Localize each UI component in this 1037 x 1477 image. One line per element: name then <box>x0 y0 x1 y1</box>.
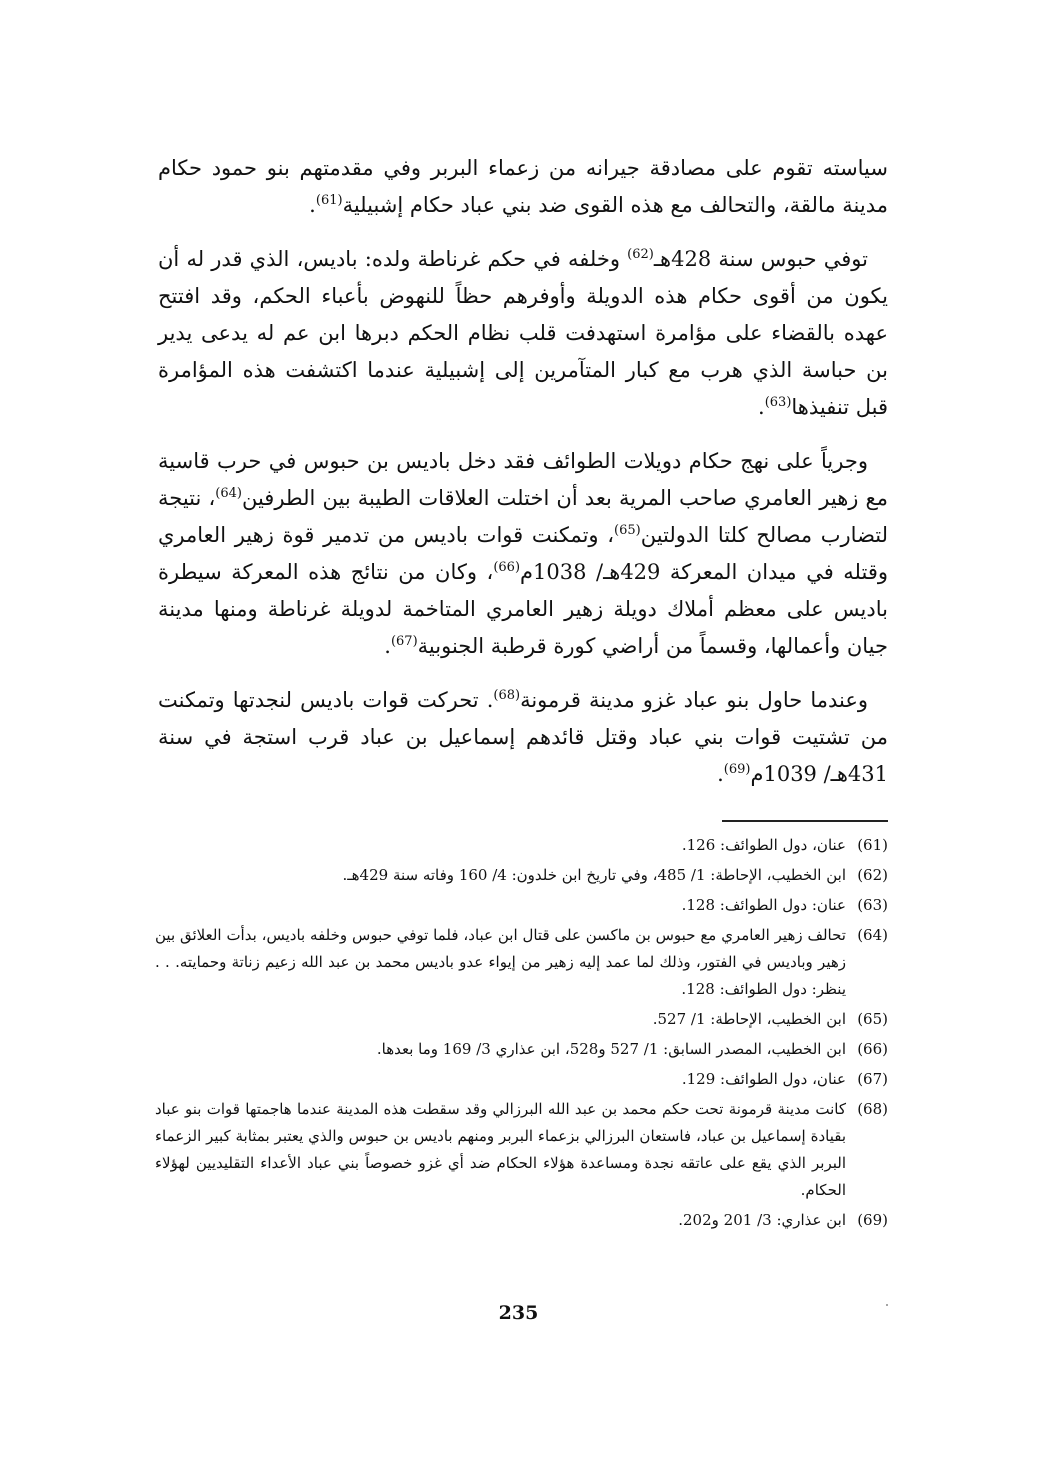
footnote-text: عنان، دول الطوائف: 126. <box>681 836 846 854</box>
footnote-number: (66) <box>857 1040 888 1058</box>
page-number: 235 <box>498 1302 539 1324</box>
footnote-number: (67) <box>857 1070 888 1088</box>
footnote-number: (64) <box>857 926 888 944</box>
paragraph-text: . <box>309 193 316 217</box>
footnote-ref: (69) <box>723 762 751 777</box>
scan-speck <box>886 1304 888 1306</box>
footnote-number: (65) <box>857 1010 888 1028</box>
footnote-item <box>155 862 888 889</box>
footnote-ref: (66) <box>493 560 521 575</box>
paragraph-text: . <box>384 634 391 658</box>
paragraph-text: ، وكان من نتائج هذه المعركة سيطرة باديس على معظم أملاك دويلة زهير العامري المتاخمة لدويلة غرناطة ومنها مدينة جيان وأعمالها، وقسماً من أراضي كورة قرطبة الجنوبية <box>158 560 888 658</box>
paragraph-text: . <box>717 762 724 786</box>
footnote-item <box>155 1096 888 1204</box>
paragraph-text: توفي حبوس سنة 428هـ <box>653 247 868 271</box>
footnote-item <box>155 1006 888 1033</box>
paragraph-text: . <box>758 395 765 419</box>
footnote-number: (63) <box>857 896 888 914</box>
footnote-text: عنان: دول الطوائف: 128. <box>681 896 846 914</box>
footnotes <box>155 832 888 1237</box>
footnote-item <box>155 922 888 1003</box>
paragraph-text: وخلفه في حكم غرناطة ولده: باديس، الذي قدر له أن يكون من أقوى حكام هذه الدويلة وأوفرهم حظاً للنهوض بأعباء الحكم، وقد افتتح عهده بالقضاء على مؤامرة استهدفت قلب نظام الحكم دبرها ابن عم له يدعى يدير بن حباسة الذي هرب مع كبار المتآمرين إلى إشبيلية عندما اكتشفت هذه المؤامرة قبل تنفيذها <box>158 247 888 419</box>
footnote-ref: (64) <box>215 486 242 501</box>
footnote-number: (68) <box>857 1100 888 1118</box>
body-paragraph <box>158 443 888 665</box>
paragraph-text: ، وتمكنت قوات باديس من تدمير قوة زهير العامري وقتله في ميدان المعركة 429هـ/ 1038م <box>158 523 888 584</box>
footnote-text: ابن الخطيب، الإحاطة: 1/ 527. <box>652 1010 846 1028</box>
footnote-text: عنان، دول الطوائف: 129. <box>681 1070 846 1088</box>
footnote-number: (61) <box>857 836 888 854</box>
footnote-text: كانت مدينة قرمونة تحت حكم محمد بن عبد الله البرزالي وقد سقطت هذه المدينة عندما هاجمتها قوات بنو عباد بقيادة إسماعيل بن عباد، فاستعان البرزالي بزعماء البربر ومنهم باديس بن حبوس والذي يعتبر بمثابة كبير الزعماء البربر الذي يقع على عاتقه نجدة ومساعدة هؤلاء الحكام ضد أي غزو خصوصاً بني عباد الأعداء التقليديين لهؤلاء الحكام. <box>155 1100 846 1199</box>
footnote-text: ابن الخطيب، الإحاطة: 1/ 485، وفي تاريخ ابن خلدون: 4/ 160 وفاته سنة 429هـ. <box>342 866 846 884</box>
footnote-number: (69) <box>857 1211 888 1229</box>
footnote-item <box>155 892 888 919</box>
footnote-ref: (67) <box>390 634 418 649</box>
paragraph-text: ، نتيجة لتضارب مصالح كلتا الدولتين <box>158 486 889 547</box>
footnote-number: (62) <box>857 866 888 884</box>
paragraph-text: . تحركت قوات باديس لنجدتها وتمكنت من تشتيت قوات بني عباد وقتل قائدهم إسماعيل بن عباد قرب استجة في سنة 431هـ/ 1039م <box>158 688 888 786</box>
footnote-item <box>155 832 888 859</box>
footnote-text: تحالف زهير العامري مع حبوس بن ماكسن على قتال ابن عباد، فلما توفي حبوس وخلفه باديس، بدأت العلائق بين زهير وباديس في الفتور، وذلك لما عمد إليه زهير من إيواء عدو باديس محمد بن عبد الله زعيم زناتة وحمايته. . . ينظر: دول الطوائف: 128. <box>155 926 846 998</box>
body-paragraph <box>158 150 888 224</box>
footnote-ref: (65) <box>614 523 641 538</box>
body-paragraph <box>158 682 888 793</box>
footnote-separator <box>722 820 888 822</box>
footnote-item <box>155 1036 888 1063</box>
main-text <box>158 150 888 810</box>
paragraph-text: وجرياً على نهج حكام دويلات الطوائف فقد دخل باديس بن حبوس في حرب قاسية مع زهير العامري صاحب المرية بعد أن اختلت العلاقات الطيبة بين الطرفين <box>158 449 888 510</box>
footnote-text: ابن عذاري: 3/ 201 و202. <box>678 1211 846 1229</box>
footnote-text: ابن الخطيب، المصدر السابق: 1/ 527 و528، ابن عذاري 3/ 169 وما بعدها. <box>376 1040 846 1058</box>
footnote-ref: (68) <box>493 688 521 703</box>
body-paragraph <box>158 241 888 426</box>
footnote-item <box>155 1066 888 1093</box>
footnote-ref: (61) <box>315 193 343 208</box>
paragraph-text: وعندما حاول بنو عباد غزو مدينة قرمونة <box>520 688 868 712</box>
footnote-item <box>155 1207 888 1234</box>
paragraph-text: سياسته تقوم على مصادقة جيرانه من زعماء البربر وفي مقدمتهم بنو حمود حكام مدينة مالقة، والتحالف مع هذه القوى ضد بني عباد حكام إشبيلية <box>158 156 888 217</box>
footnote-ref: (62) <box>627 247 654 262</box>
footnote-ref: (63) <box>764 395 792 410</box>
